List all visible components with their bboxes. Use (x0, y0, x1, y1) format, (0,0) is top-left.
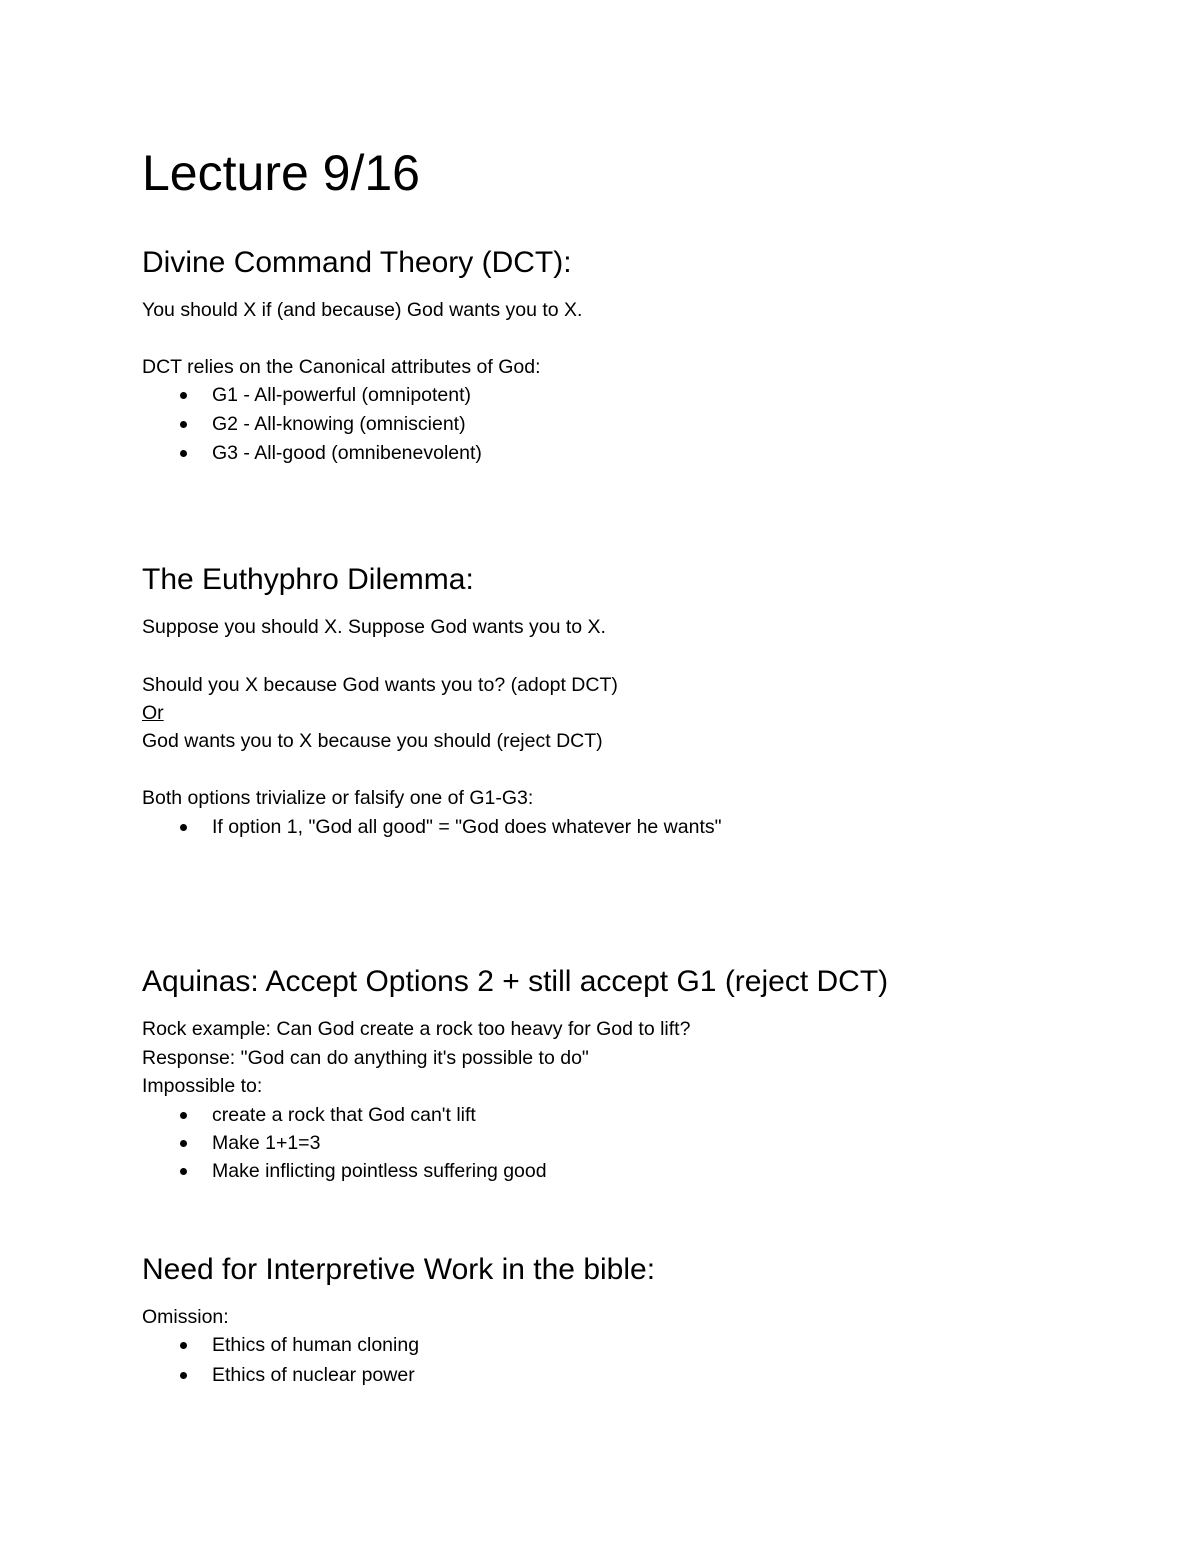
paragraph-rock-example: Rock example: Can God create a rock too heavy for God to lift? (142, 1018, 691, 1040)
paragraph-option-1: Should you X because God wants you to? (adopt DCT) (142, 674, 618, 696)
bullet-icon (180, 1112, 187, 1119)
paragraph-impossible: Impossible to: (142, 1075, 263, 1097)
paragraph-omission: Omission: (142, 1306, 229, 1328)
bullet-icon (180, 421, 187, 428)
section-heading-interpretive-work: Need for Interpretive Work in the bible: (142, 1253, 656, 1286)
bullet-icon (180, 1168, 187, 1175)
list-item: Ethics of human cloning (212, 1333, 419, 1357)
bullet-icon (180, 824, 187, 831)
paragraph-suppose: Suppose you should X. Suppose God wants you to X. (142, 616, 606, 638)
bullet-icon (180, 1372, 187, 1379)
bullet-icon (180, 392, 187, 399)
list-item: G3 - All-good (omnibenevolent) (212, 441, 482, 465)
section-heading-dct: Divine Command Theory (DCT): (142, 246, 572, 279)
paragraph-canonical-attributes: DCT relies on the Canonical attributes of God: (142, 356, 541, 378)
paragraph-dct-definition: You should X if (and because) God wants you to X. (142, 299, 583, 321)
list-item: G2 - All-knowing (omniscient) (212, 412, 466, 436)
paragraph-response: Response: "God can do anything it's possible to do" (142, 1047, 589, 1069)
list-item: G1 - All-powerful (omnipotent) (212, 383, 471, 407)
list-item: Ethics of nuclear power (212, 1363, 415, 1387)
list-item: Make inflicting pointless suffering good (212, 1159, 547, 1183)
paragraph-option-2: God wants you to X because you should (reject DCT) (142, 730, 603, 752)
list-item: create a rock that God can't lift (212, 1103, 476, 1127)
section-heading-euthyphro: The Euthyphro Dilemma: (142, 563, 474, 596)
paragraph-both-options: Both options trivialize or falsify one of G1-G3: (142, 787, 534, 809)
list-item: If option 1, "God all good" = "God does whatever he wants" (212, 815, 722, 839)
bullet-icon (180, 1342, 187, 1349)
list-item: Make 1+1=3 (212, 1131, 320, 1155)
bullet-icon (180, 1140, 187, 1147)
document-title: Lecture 9/16 (142, 145, 420, 201)
paragraph-or: Or (142, 702, 164, 724)
section-heading-aquinas: Aquinas: Accept Options 2 + still accept G1 (reject DCT) (142, 965, 889, 998)
bullet-icon (180, 450, 187, 457)
